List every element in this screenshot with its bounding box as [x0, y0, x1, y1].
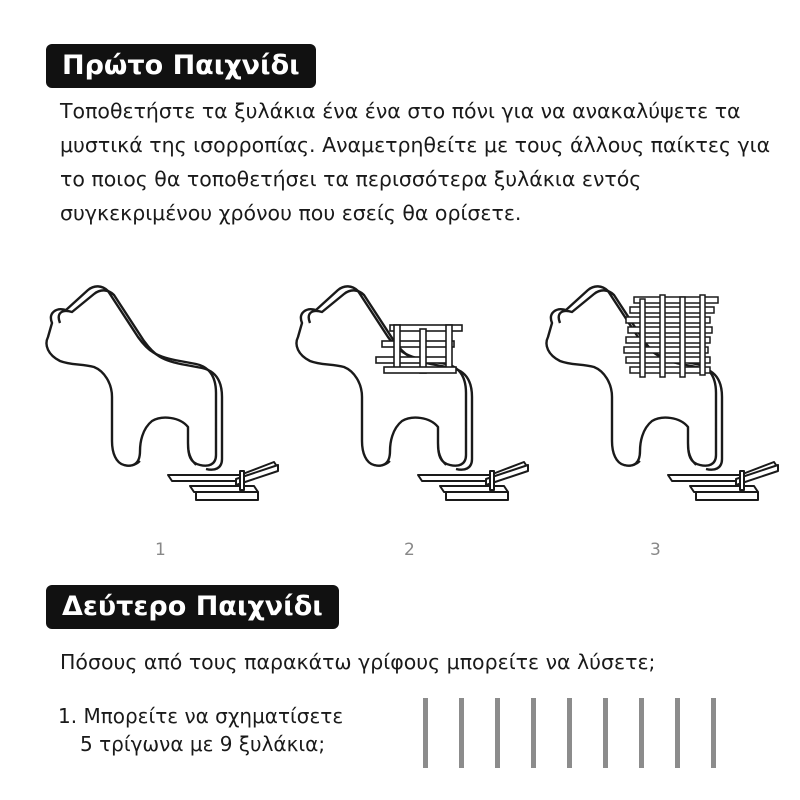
puzzle-1: [58, 702, 343, 758]
pony-illustrations: [30, 285, 780, 525]
pony-step-3: [547, 286, 779, 500]
puzzle-stick: [459, 698, 464, 768]
puzzle-stick: [423, 698, 428, 768]
step-number-2: 2: [404, 540, 415, 560]
pony-step-2: [297, 286, 529, 500]
puzzle-stick: [567, 698, 572, 768]
puzzle-stick: [531, 698, 536, 768]
step-number-1: 1: [155, 540, 166, 560]
puzzle-stick: [639, 698, 644, 768]
game1-title: Πρώτο Παιχνίδι: [46, 44, 316, 88]
puzzle-stick: [711, 698, 716, 768]
puzzle-stick: [495, 698, 500, 768]
puzzle-stick: [675, 698, 680, 768]
puzzle-1-line-2: 5 τρίγωνα με 9 ξυλάκια;: [80, 732, 326, 756]
game1-description: Τοποθετήστε τα ξυλάκια ένα ένα στο πόνι για να ανακαλύψετε τα μυστικά της ισορροπίας. Αναμετρηθείτε με τους άλλους παίκτες για το ποιος θα τοποθετήσει τα περισσότερα ξυλάκια εντός συγκεκριμένου χρόνου που εσείς θα ορίσετε.: [60, 99, 771, 225]
step-number-3: 3: [650, 540, 661, 560]
puzzle-stick: [603, 698, 608, 768]
puzzle-1-line-1: 1. Μπορείτε να σχηματίσετε: [58, 704, 344, 728]
pony-step-1: [47, 286, 279, 500]
game2-title: Δεύτερο Παιχνίδι: [46, 585, 339, 629]
game2-question: Πόσους από τους παρακάτω γρίφους μπορείτε να λύσετε;: [60, 650, 656, 674]
puzzle-1-sticks: [415, 694, 725, 774]
